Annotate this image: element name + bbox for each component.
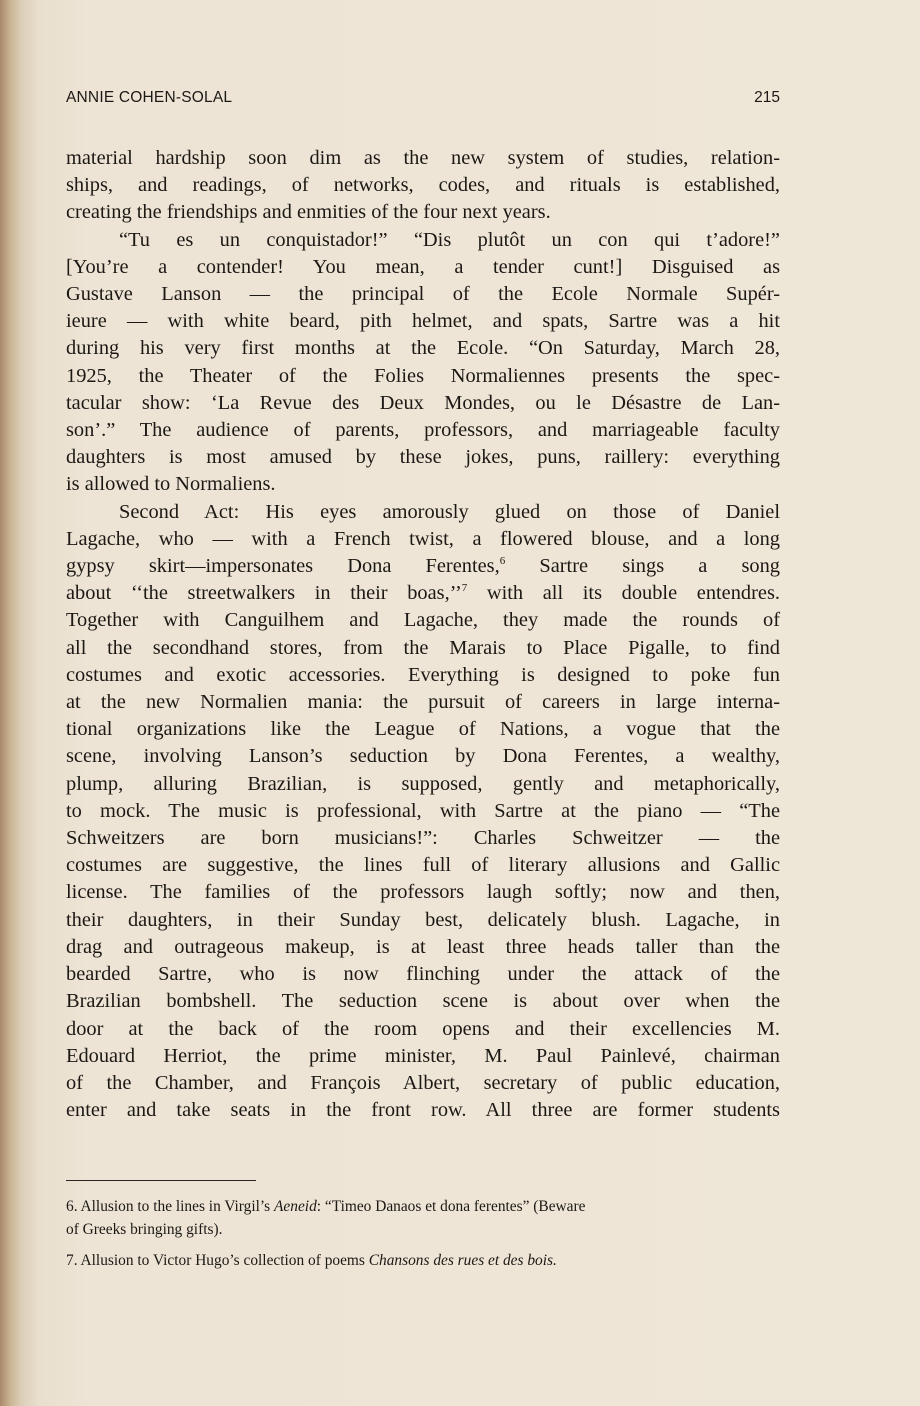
text-line: Schweitzers are born musicians!”: Charles Schweitzer — the — [66, 827, 780, 850]
text-line: Edouard Herriot, the prime minister, M. Paul Painlevé, chairman — [66, 1044, 780, 1067]
text-line: tional organizations like the League of Nations, a vogue that the — [66, 718, 780, 741]
text-line: door at the back of the room opens and their excellencies M. — [66, 1017, 780, 1040]
text-line: costumes are suggestive, the lines full of literary allusions and Gallic — [66, 854, 780, 877]
text-line: “Tu es un conquistador!” “Dis plutôt un con qui t’adore!” — [119, 228, 780, 251]
footnotes — [66, 1196, 780, 1273]
footnote-title: Chansons des rues et des bois. — [368, 1252, 557, 1269]
text-line: costumes and exotic accessories. Everything is designed to poke fun — [66, 663, 780, 686]
text-line: enter and take seats in the front row. All three are former students — [66, 1099, 780, 1122]
text-line: Together with Canguilhem and Lagache, they made the rounds of — [66, 609, 780, 632]
text-line: at the new Normalien mania: the pursuit of careers in large interna- — [66, 691, 780, 714]
text-line: drag and outrageous makeup, is at least three heads taller than the — [66, 935, 780, 958]
text-line: during his very first months at the Ecole. “On Saturday, March 28, — [66, 337, 780, 360]
text-line: Gustave Lanson — the principal of the Ecole Normale Supér- — [66, 283, 780, 306]
text-line: daughters is most amused by these jokes, puns, raillery: everything — [66, 446, 780, 469]
text-line: to mock. The music is professional, with Sartre at the piano — “The — [66, 799, 780, 822]
text-line: plump, alluring Brazilian, is supposed, gently and metaphorically, — [66, 772, 780, 795]
footnote-ref-7: 7 — [461, 582, 468, 595]
footnote-6 — [66, 1196, 780, 1241]
footnote-title: Aeneid — [274, 1198, 317, 1215]
text-line: license. The families of the professors laugh softly; now and then, — [66, 881, 780, 904]
text-line — [66, 580, 780, 607]
footnote-text: 6. Allusion to the lines in Virgil’s — [66, 1198, 271, 1215]
text-line: Brazilian bombshell. The seduction scene is about over when the — [66, 990, 780, 1013]
footnote-divider — [66, 1180, 256, 1181]
page-number: 215 — [754, 89, 780, 106]
footnote-text: : “Timeo Danaos et dona ferentes” (Beware — [316, 1198, 586, 1215]
text-line: scene, involving Lanson’s seduction by Dona Ferentes, a wealthy, — [66, 745, 780, 768]
footnote-text: of Greeks bringing gifts). — [66, 1220, 223, 1238]
text-line — [66, 553, 780, 580]
text-line: material hardship soon dim as the new system of studies, relation- — [66, 147, 780, 169]
text-line: ships, and readings, of networks, codes, and rituals is established, — [66, 174, 780, 197]
text-segment: with all its double entendres. — [486, 582, 780, 605]
running-head-author: ANNIE COHEN-SOLAL — [66, 89, 233, 106]
text-line: their daughters, in their Sunday best, delicately blush. Lagache, in — [66, 908, 780, 931]
text-line: tacular show: ‘La Revue des Deux Mondes, ou le Désastre de Lan- — [66, 391, 780, 414]
text-line: 1925, the Theater of the Folies Normaliennes presents the spec- — [66, 364, 780, 387]
text-segment: Sartre sings a song — [539, 555, 780, 578]
text-line: [You’re a contender! You mean, a tender cunt!] Disguised as — [66, 255, 780, 278]
text-line: Lagache, who — with a French twist, a flowered blouse, and a long — [66, 527, 780, 550]
text-line: Second Act: His eyes amorously glued on those of Daniel — [119, 500, 780, 523]
text-line: of the Chamber, and François Albert, secretary of public education, — [66, 1071, 780, 1094]
footnote-7 — [66, 1250, 780, 1273]
body-text — [66, 145, 780, 1124]
text-line: is allowed to Normaliens. — [66, 473, 276, 496]
text-line: ieure — with white beard, pith helmet, and spats, Sartre was a hit — [66, 310, 780, 333]
text-line: bearded Sartre, who is now flinching under the attack of the — [66, 963, 780, 986]
footnote-text: 7. Allusion to Victor Hugo’s collection of poems — [66, 1252, 365, 1269]
text-segment: about ‘‘the streetwalkers in their boas,’’ — [66, 582, 462, 605]
footnote-ref-6: 6 — [499, 555, 506, 568]
text-line: creating the friendships and enmities of the four next years. — [66, 201, 551, 224]
text-segment: gypsy skirt—impersonates Dona Ferentes, — [66, 555, 500, 578]
text-line: son’.” The audience of parents, professors, and marriageable faculty — [66, 419, 780, 442]
running-header — [66, 89, 780, 113]
text-line: all the secondhand stores, from the Marais to Place Pigalle, to find — [66, 636, 780, 659]
